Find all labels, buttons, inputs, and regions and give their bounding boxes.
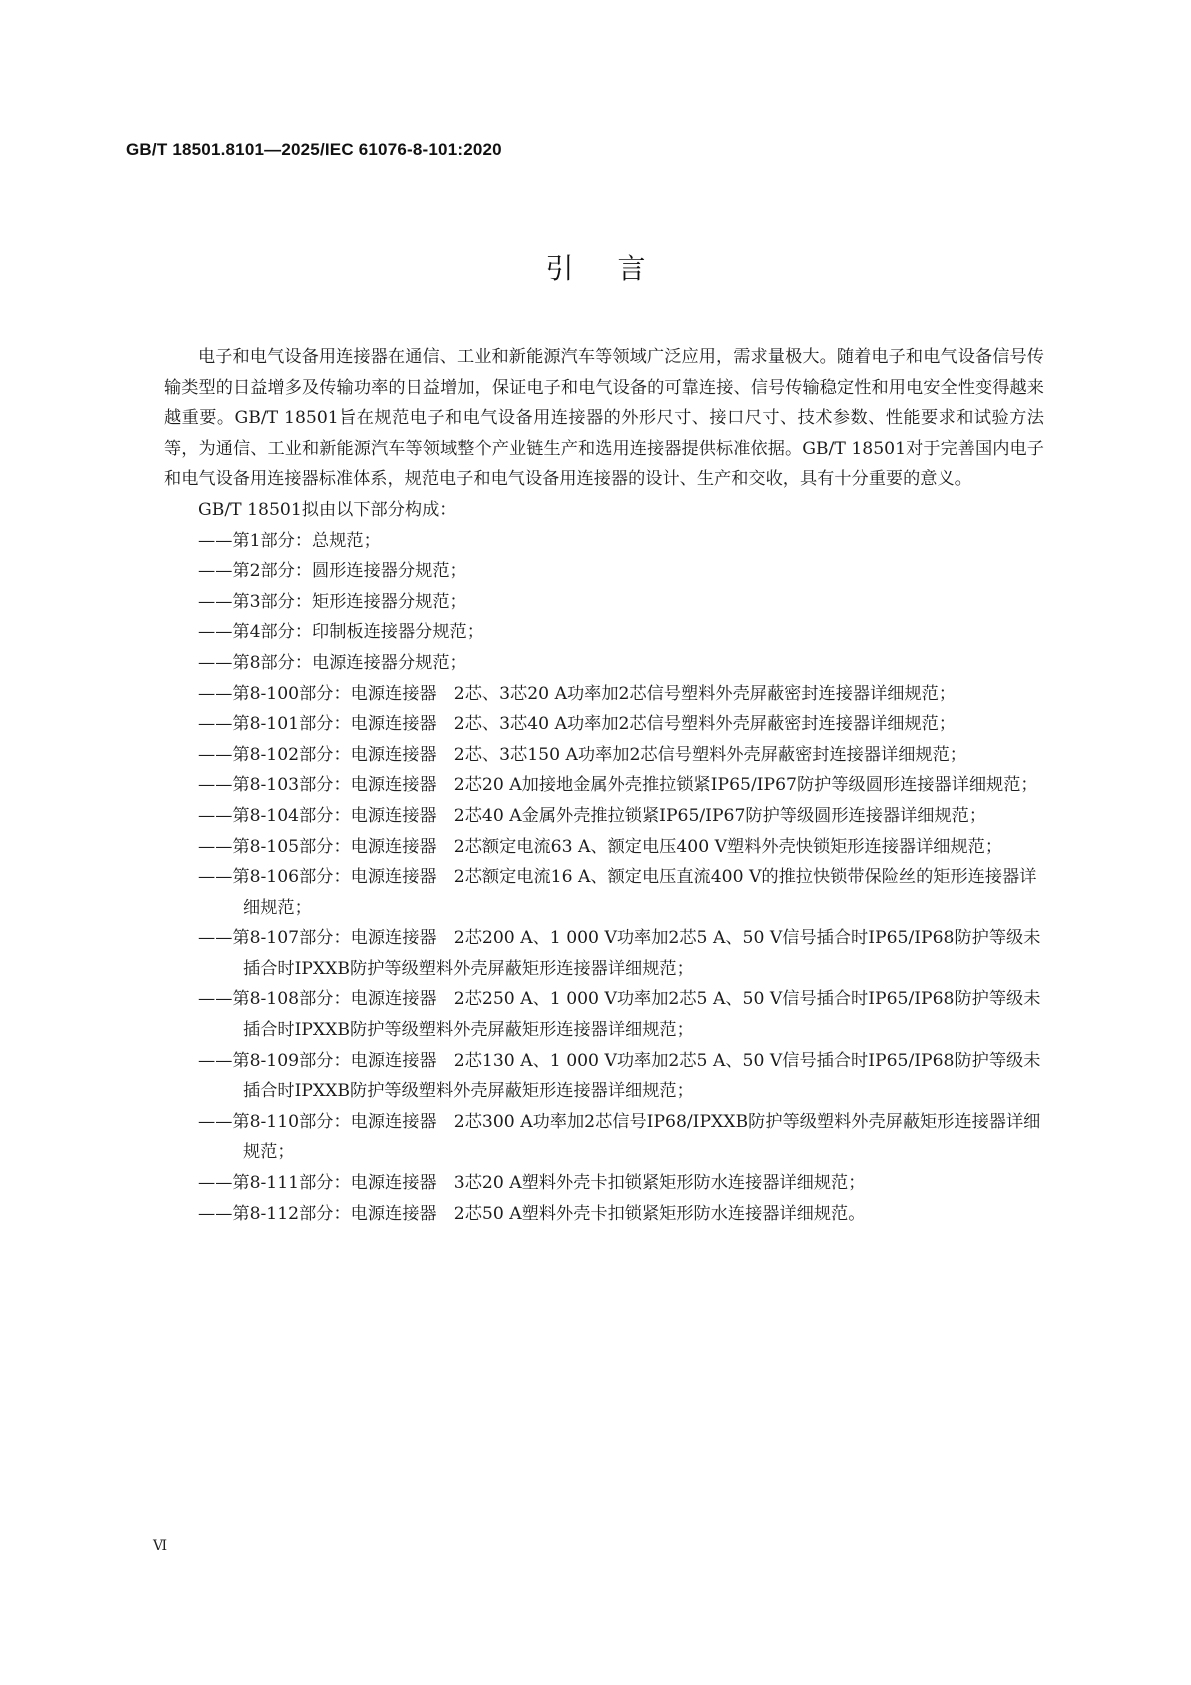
standard-code-header: GB/T 18501.8101—2025/IEC 61076-8-101:2020 bbox=[126, 140, 502, 159]
list-item: ——第8-106部分：电源连接器 2芯额定电流16 A、额定电压直流400 V的推拉快锁带保险丝的矩形连接器详细规范； bbox=[198, 867, 1037, 918]
list-item: ——第3部分：矩形连接器分规范； bbox=[198, 591, 467, 612]
list-item: ——第8-101部分：电源连接器 2芯、3芯40 A功率加2芯信号塑料外壳屏蔽密封连接器详细规范； bbox=[198, 714, 957, 735]
list-item: ——第8-111部分：电源连接器 3芯20 A塑料外壳卡扣锁紧矩形防水连接器详细规范； bbox=[198, 1173, 866, 1194]
list-item: ——第8-110部分：电源连接器 2芯300 A功率加2芯信号IP68/IPXXB防护等级塑料外壳屏蔽矩形连接器详细规范； bbox=[198, 1111, 1041, 1163]
list-item: ——第8-109部分：电源连接器 2芯130 A、1 000 V功率加2芯5 A、50 V信号插合时IP65/IP68防护等级未插合时IPXXB防护等级塑料外壳屏蔽矩形连接器详细规范； bbox=[198, 1050, 1041, 1102]
list-item: ——第8-103部分：电源连接器 2芯20 A加接地金属外壳推拉锁紧IP65/IP67防护等级圆形连接器详细规范； bbox=[198, 775, 1038, 796]
parts-intro: GB/T 18501拟由以下部分构成： bbox=[198, 499, 457, 520]
introduction-body bbox=[164, 342, 1044, 1229]
list-item: ——第2部分：圆形连接器分规范； bbox=[198, 561, 467, 582]
list-item: ——第8-105部分：电源连接器 2芯额定电流63 A、额定电压400 V塑料外壳快锁矩形连接器详细规范； bbox=[198, 836, 1003, 857]
list-item: ——第8部分：电源连接器分规范； bbox=[198, 652, 467, 673]
page-number: Ⅵ bbox=[153, 1538, 168, 1554]
list-item: ——第4部分：印制板连接器分规范； bbox=[198, 622, 484, 643]
list-item: ——第8-102部分：电源连接器 2芯、3芯150 A功率加2芯信号塑料外壳屏蔽密封连接器详细规范； bbox=[198, 744, 967, 765]
list-item: ——第8-112部分：电源连接器 2芯50 A塑料外壳卡扣锁紧矩形防水连接器详细规范。 bbox=[198, 1203, 866, 1224]
page-title: 引言 bbox=[545, 252, 690, 285]
list-item: ——第8-108部分：电源连接器 2芯250 A、1 000 V功率加2芯5 A、50 V信号插合时IP65/IP68防护等级未插合时IPXXB防护等级塑料外壳屏蔽矩形连接器详细规范； bbox=[198, 989, 1041, 1041]
parts-list bbox=[164, 526, 1044, 1230]
list-item: ——第1部分：总规范； bbox=[198, 530, 381, 551]
introduction-paragraph: 电子和电气设备用连接器在通信、工业和新能源汽车等领域广泛应用，需求量极大。随着电子和电气设备信号传输类型的日益增多及传输功率的日益增加，保证电子和电气设备的可靠连接、信号传输稳定性和用电安全性变得越来越重要。GB/T 18501旨在规范电子和电气设备用连接器的外形尺寸、接口尺寸、技术参数、性能要求和试验方法等，为通信、工业和新能源汽车等领域整个产业链生产和选用连接器提供标准依据。GB/T 18501对于完善国内电子和电气设备用连接器标准体系，规范电子和电气设备用连接器的设计、生产和交收，具有十分重要的意义。 bbox=[164, 347, 1044, 490]
list-item: ——第8-107部分：电源连接器 2芯200 A、1 000 V功率加2芯5 A、50 V信号插合时IP65/IP68防护等级未插合时IPXXB防护等级塑料外壳屏蔽矩形连接器详细规范； bbox=[198, 928, 1041, 979]
list-item: ——第8-100部分：电源连接器 2芯、3芯20 A功率加2芯信号塑料外壳屏蔽密封连接器详细规范； bbox=[198, 683, 957, 704]
list-item: ——第8-104部分：电源连接器 2芯40 A金属外壳推拉锁紧IP65/IP67防护等级圆形连接器详细规范； bbox=[198, 805, 987, 826]
